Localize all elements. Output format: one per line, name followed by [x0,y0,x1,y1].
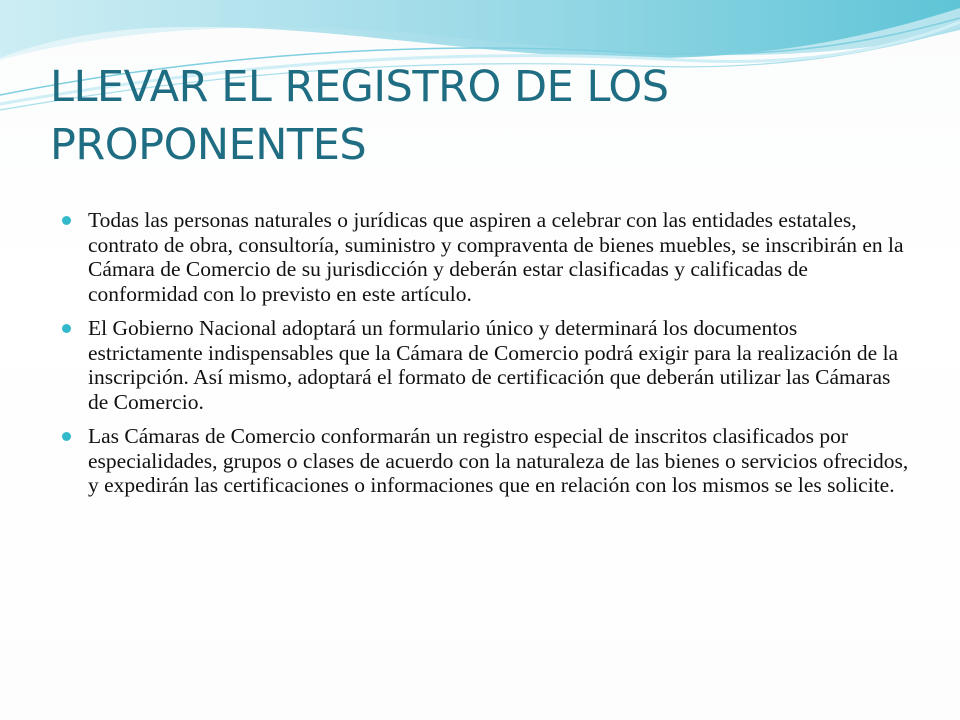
slide-title: LLEVAR EL REGISTRO DE LOS PROPONENTES [50,62,669,170]
bullet-dot-icon [62,324,71,333]
bullet-item [62,316,912,414]
bullet-item [62,424,912,498]
bullet-text: El Gobierno Nacional adoptará un formulario único y determinará los documentos estrictamente indispensables que la Cámara de Comercio podrá exigir para la realización de la inscripción. Así mismo, adoptará el formato de certificación que deberán utilizar las Cámaras de Comercio. [88,316,899,414]
bullet-dot-icon [62,216,71,225]
bullet-dot-icon [62,432,71,441]
bullet-item [62,208,912,306]
bullet-text: Las Cámaras de Comercio conformarán un registro especial de inscritos clasificados por especialidades, grupos o clases de acuerdo con la naturaleza de las bienes o servicios ofrecidos, y expedirán las certificaciones o informaciones que en relación con los mismos se les solicite. [88,424,909,497]
bullet-text: Todas las personas naturales o jurídicas que aspiren a celebrar con las entidades estatales, contrato de obra, consultoría, suministro y compraventa de bienes muebles, se inscribirán en la Cámara de Comercio de su jurisdicción y deberán estar clasificadas y calificadas de conformidad con lo previsto en este artículo. [88,208,904,306]
bullet-list [62,208,912,508]
